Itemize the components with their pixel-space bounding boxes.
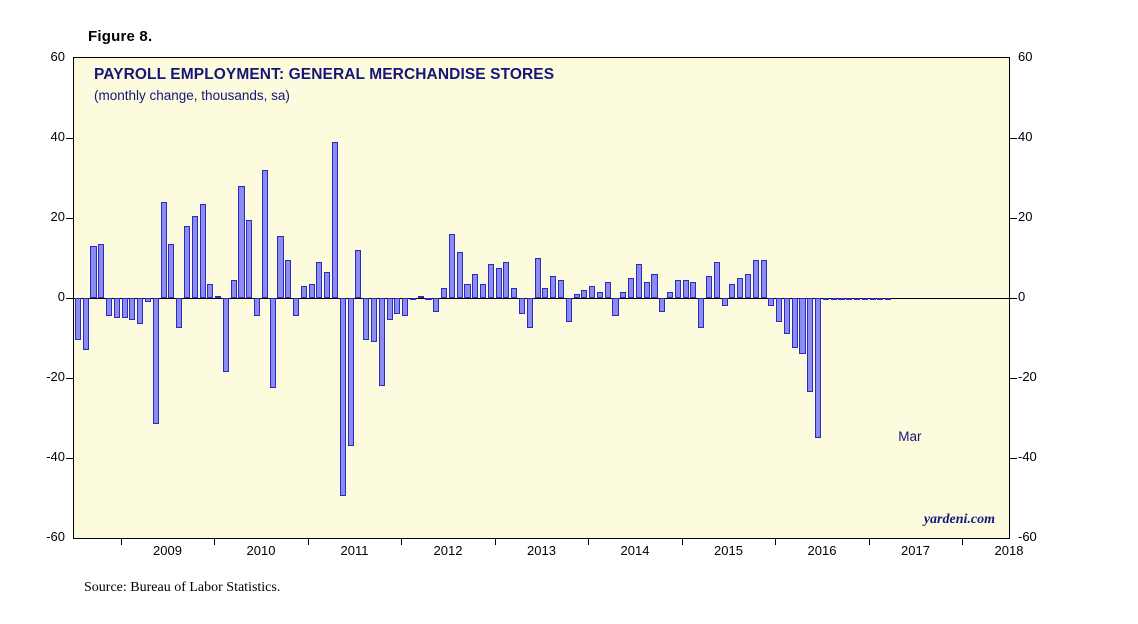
y-axis-tick-label-right: -20 [1018,369,1037,384]
bar [612,298,618,316]
y-axis-tick-mark [66,138,73,139]
y-axis-tick-label-left: -40 [46,449,65,464]
x-axis-tick-mark [121,539,122,545]
bar [215,296,221,298]
bar [238,186,244,298]
bar [161,202,167,298]
bar [737,278,743,298]
bar-series [74,58,1009,538]
y-axis-tick-label-right: 60 [1018,49,1033,64]
bar [854,298,860,300]
y-axis-tick-label-left: 40 [50,129,65,144]
y-axis-tick-mark [66,298,73,299]
y-axis-tick-label-right: -60 [1018,529,1037,544]
bar [620,292,626,298]
bar [449,234,455,298]
bar [831,298,837,300]
bar [729,284,735,298]
bar [122,298,128,318]
bar [348,298,354,446]
bar [106,298,112,316]
x-axis-tick-mark [682,539,683,545]
bar [145,298,151,302]
bar [83,298,89,350]
bar [200,204,206,298]
bar [574,294,580,298]
y-axis-tick-mark [66,218,73,219]
bar [651,274,657,298]
bar [192,216,198,298]
bar [394,298,400,314]
bar [885,298,891,300]
bar [246,220,252,298]
x-axis-tick-label: 2012 [433,543,463,558]
bar [745,274,751,298]
y-axis-tick-mark [1010,298,1017,299]
y-axis-tick-mark [66,378,73,379]
x-axis-tick-label: 2009 [153,543,182,558]
y-axis-tick-label-left: 0 [57,289,65,304]
bar [168,244,174,298]
x-axis-tick-label: 2015 [714,543,743,558]
x-axis-tick-label: 2010 [246,543,276,558]
bar [683,280,689,298]
bar [410,298,416,300]
bar [776,298,782,322]
x-axis-tick-mark [401,539,402,545]
bar [324,272,330,298]
bar [628,278,634,298]
bar [270,298,276,388]
bar [870,298,876,300]
bar [698,298,704,328]
chart-subtitle: (monthly change, thousands, sa) [94,88,290,103]
chart-title: PAYROLL EMPLOYMENT: GENERAL MERCHANDISE STORES [94,66,555,83]
bar [332,142,338,298]
bar [690,282,696,298]
bar [387,298,393,320]
bar [823,298,829,300]
x-axis-tick-mark [962,539,963,545]
x-axis-tick-label: 2018 [994,543,1024,558]
y-axis-tick-mark [1010,458,1017,459]
bar [550,276,556,298]
bar [488,264,494,298]
bar [285,260,291,298]
bar [799,298,805,354]
bar [675,280,681,298]
x-axis-tick-mark [588,539,589,545]
y-axis-tick-label-right: 40 [1018,129,1033,144]
bar [293,298,299,316]
bar [566,298,572,322]
bar [667,292,673,298]
bar [527,298,533,328]
bar [309,284,315,298]
bar [207,284,213,298]
x-axis-tick-mark [775,539,776,545]
bar [636,264,642,298]
y-axis-tick-mark [1010,378,1017,379]
bar [464,284,470,298]
x-axis-tick-mark [495,539,496,545]
bar [418,296,424,298]
bar [815,298,821,438]
bar [503,262,509,298]
bar [425,298,431,300]
bar [722,298,728,306]
bar [581,290,587,298]
annotation-mar: Mar [898,429,922,444]
y-axis-tick-label-left: -60 [46,529,65,544]
x-axis-tick-label: 2011 [340,543,369,558]
bar [457,252,463,298]
y-axis-tick-mark [66,458,73,459]
bar [558,280,564,298]
x-axis-tick-label: 2017 [901,543,930,558]
bar [340,298,346,496]
bar [75,298,81,340]
bar [644,282,650,298]
x-axis-tick-mark [869,539,870,545]
bar [433,298,439,312]
bar [784,298,790,334]
source-note: Source: Bureau of Labor Statistics. [84,580,281,595]
x-axis-tick-mark [214,539,215,545]
bar [511,288,517,298]
bar [496,268,502,298]
bar [441,288,447,298]
bar [277,236,283,298]
bar [98,244,104,298]
bar [706,276,712,298]
bar [254,298,260,316]
y-axis-tick-mark [1010,218,1017,219]
bar [231,280,237,298]
bar [176,298,182,328]
bar [597,292,603,298]
bar [589,286,595,298]
bar [363,298,369,340]
y-axis-tick-label-right: 0 [1018,289,1026,304]
y-axis-tick-label-left: -20 [46,369,65,384]
bar [262,170,268,298]
figure-label: Figure 8. [88,28,153,45]
x-axis-tick-mark [308,539,309,545]
x-axis-tick-label: 2014 [620,543,650,558]
bar [402,298,408,316]
bar [114,298,120,318]
y-axis-tick-mark [1010,138,1017,139]
bar [153,298,159,424]
bar [316,262,322,298]
bar [472,274,478,298]
x-axis-tick-label: 2013 [527,543,556,558]
bar [542,288,548,298]
bar [480,284,486,298]
bar [846,298,852,300]
bar [301,286,307,298]
bar [129,298,135,320]
bar [371,298,377,342]
bar [535,258,541,298]
bar [605,282,611,298]
bar [137,298,143,324]
watermark: yardeni.com [923,512,995,527]
bar [714,262,720,298]
bar [877,298,883,300]
bar [519,298,525,314]
bar [768,298,774,306]
y-axis-tick-label-right: 20 [1018,209,1033,224]
x-axis-tick-label: 2016 [807,543,837,558]
bar [223,298,229,372]
bar [862,298,868,300]
bar [807,298,813,392]
y-axis-tick-label-right: -40 [1018,449,1037,464]
bar [659,298,665,312]
chart-plot-area [73,57,1010,539]
bar [184,226,190,298]
y-axis-tick-label-left: 20 [50,209,65,224]
bar [379,298,385,386]
bar [90,246,96,298]
bar [355,250,361,298]
bar [838,298,844,300]
bar [792,298,798,348]
bar [761,260,767,298]
bar [753,260,759,298]
y-axis-tick-label-left: 60 [50,49,65,64]
